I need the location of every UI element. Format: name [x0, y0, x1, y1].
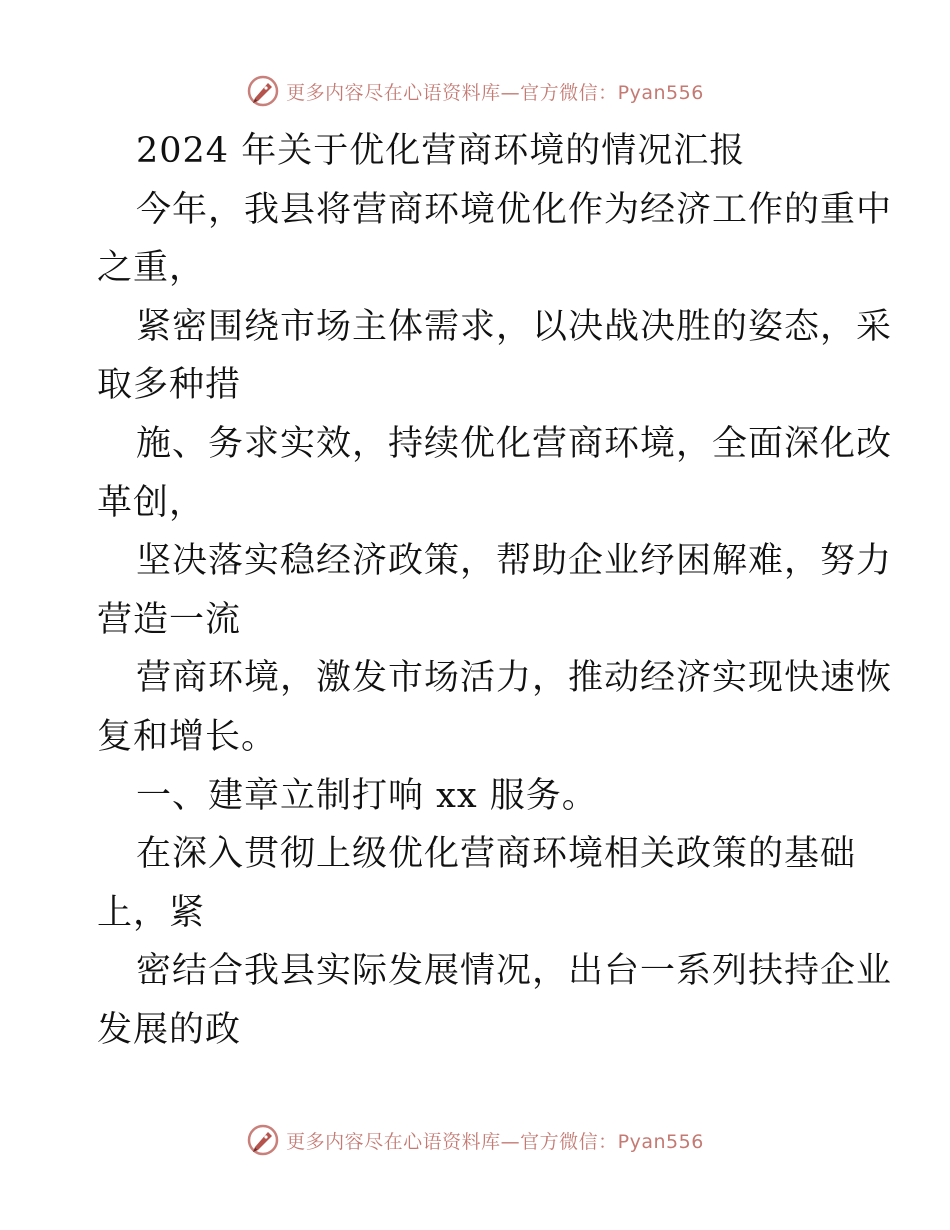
- paragraph-line: 坚决落实稳经济政策，帮助企业纾困解难，努力: [136, 541, 893, 582]
- header-watermark: [0, 71, 950, 111]
- watermark-text: 更多内容尽在心语资料库—官方微信：Pyan556: [286, 81, 704, 104]
- paragraph-line: 营造一流: [97, 599, 242, 640]
- pen-nib-logo-icon: [246, 1123, 280, 1157]
- paragraph-line: 紧密围绕市场主体需求，以决战决胜的姿态，采: [136, 306, 893, 347]
- paragraph-line: 今年，我县将营商环境优化作为经济工作的重中: [136, 189, 893, 230]
- paragraph-line: 施、务求实效，持续优化营商环境，全面深化改: [136, 423, 893, 464]
- document-body: [97, 122, 893, 1060]
- paragraph-line: 营商环境，激发市场活力，推动经济实现快速恢: [136, 658, 893, 699]
- footer-watermark: [0, 1120, 950, 1160]
- paragraph-line: 密结合我县实际发展情况，出台一系列扶持企业: [136, 951, 893, 992]
- paragraph-line: 取多种措: [97, 365, 242, 406]
- paragraph-line: 之重，: [97, 248, 206, 289]
- paragraph-line: 发展的政: [97, 1009, 242, 1050]
- watermark-text: 更多内容尽在心语资料库—官方微信：Pyan556: [286, 1130, 704, 1153]
- paragraph-line: 革创，: [97, 482, 206, 523]
- document-title: 2024 年关于优化营商环境的情况汇报: [136, 131, 746, 171]
- section-heading: 一、建章立制打响 xx 服务。: [136, 775, 598, 816]
- pen-nib-logo-icon: [246, 74, 280, 108]
- paragraph-line: 在深入贯彻上级优化营商环境相关政策的基础: [136, 834, 857, 875]
- paragraph-line: 复和增长。: [97, 716, 278, 757]
- paragraph-line: 上，紧: [97, 892, 206, 933]
